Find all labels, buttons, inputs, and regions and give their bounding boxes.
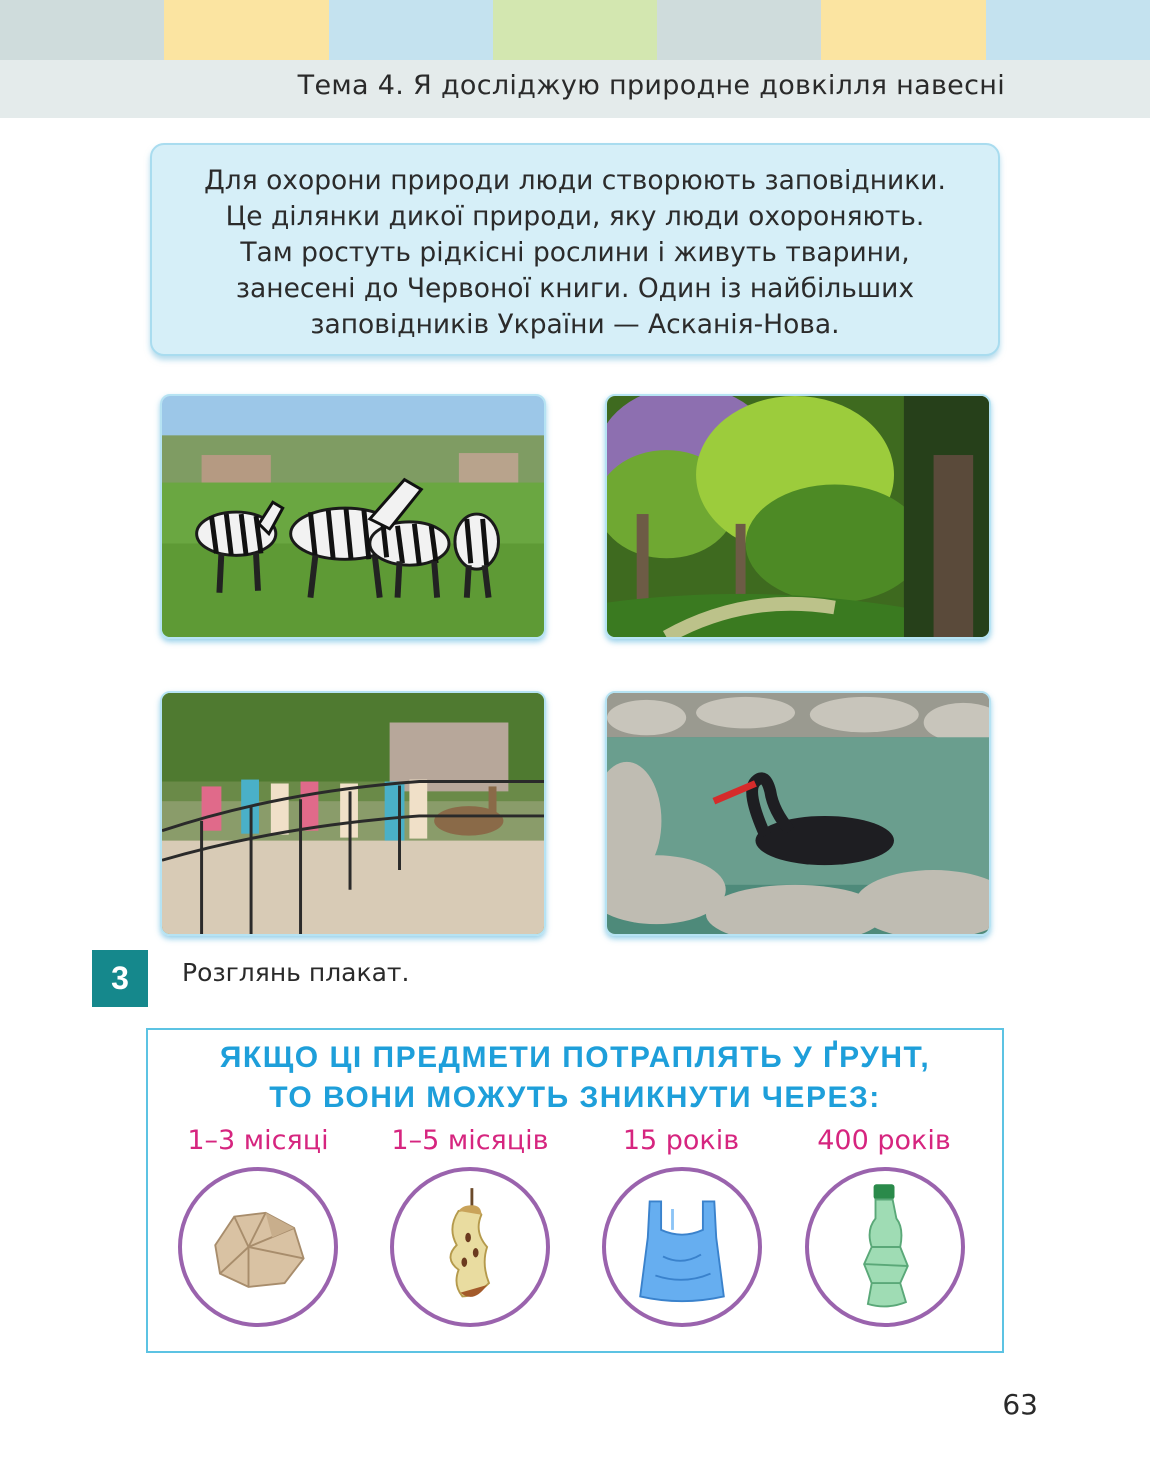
info-box <box>150 143 1000 356</box>
info-text <box>152 163 998 343</box>
stripe <box>821 0 985 60</box>
stripe <box>493 0 657 60</box>
visitors-deer-photo <box>160 691 546 936</box>
stripe <box>329 0 493 60</box>
page-number: 63 <box>1002 1388 1038 1421</box>
poster-title-line: ТО ВОНИ МОЖУТЬ ЗНИКНУТИ ЧЕРЕЗ: <box>269 1081 881 1114</box>
stripe <box>164 0 328 60</box>
crumpled-paper-icon <box>178 1167 338 1327</box>
stripe <box>0 0 164 60</box>
time-label: 1–3 місяці <box>187 1125 329 1156</box>
stripe <box>986 0 1150 60</box>
zebras-photo <box>160 394 546 639</box>
plastic-bag-icon <box>602 1167 762 1327</box>
poster <box>146 1028 1004 1353</box>
info-line: Для охорони природи люди створюють заповідники. <box>204 165 946 196</box>
time-label: 1–5 місяців <box>391 1125 549 1156</box>
plastic-bottle-icon <box>805 1167 965 1327</box>
info-line: Це ділянки дикої природи, яку люди охороняють. <box>225 201 925 232</box>
info-line: занесені до Червоної книги. Один із найбільших <box>235 273 915 304</box>
park-trees-photo <box>605 394 991 639</box>
apple-core-icon <box>390 1167 550 1327</box>
task-instruction: Розглянь плакат. <box>182 958 410 987</box>
time-label: 15 років <box>622 1125 740 1156</box>
black-swan-photo <box>605 691 991 936</box>
poster-title-line: ЯКЩО ЦІ ПРЕДМЕТИ ПОТРАПЛЯТЬ У ҐРУНТ, <box>219 1041 931 1074</box>
poster-title <box>148 1038 1002 1118</box>
color-stripes <box>0 0 1150 60</box>
page-topic-title: Тема 4. Я досліджую природне довкілля навесні <box>297 70 1005 101</box>
info-line: заповідників України — Асканія-Нова. <box>310 309 840 340</box>
info-line: Там ростуть рідкісні рослини і живуть тварини, <box>240 237 910 268</box>
time-label: 400 років <box>817 1125 951 1156</box>
stripe <box>657 0 821 60</box>
task-number-badge: 3 <box>92 950 148 1007</box>
